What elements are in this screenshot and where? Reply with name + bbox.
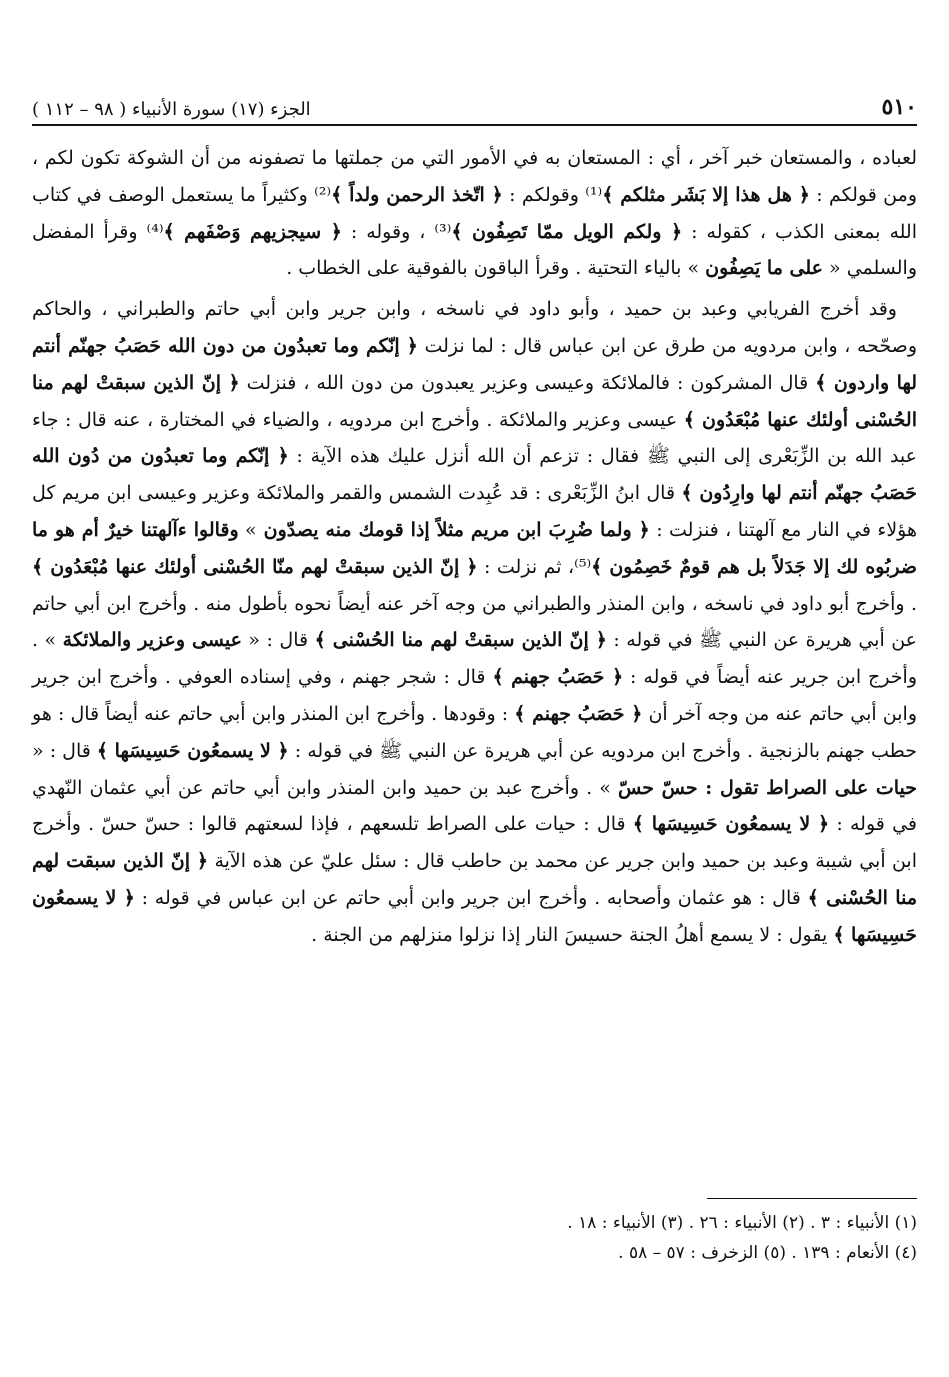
text-segment: قال المشركون : فالملائكة وعيسى وعزير يعبدون من دون الله ، فنزلت (239, 371, 816, 394)
text-segment: ⁽⁴⁾ وقرأ المفضل والسلمي « (32, 220, 917, 280)
quran-quote: ﴿ ولما ضُرِبَ ابن مريم مثلاً إذا قومك منه يصدّون (256, 518, 650, 541)
quran-quote: ﴿ إنّ الذين سبقتْ لهم منّا الحُسْنى أولئك عنها مُبْعَدُون ﴾ (32, 555, 478, 578)
page-header (32, 92, 917, 126)
quran-quote: ﴿ إنّ الذين سبقتْ لهم منا الحُسْنى ﴾ (314, 629, 607, 652)
text-segment: قال : شجر جهنم ، وفي إسناده العوفي . وأخرج ابن جرير وابن أبي حاتم عنه من وجه آخر أن (32, 666, 918, 725)
text-segment: . وأخرج أبو داود في ناسخه ، وابن المنذر والطبراني من وجه آخر عنه أيضاً نحوه بأطول منه . وأخرج ابن أبي حاتم عن أبي هريرة عن النبي ﷺ في قوله : (32, 592, 918, 652)
quran-quote: ﴿ لا يسمعُون حَسِيسَها ﴾ (32, 886, 917, 946)
text-segment: : وقودها . وأخرج ابن المنذر وابن أبي حاتم عنه أيضاً قال : هو حطب جهنم بالزنجية . وأخرج ابن مردويه عن أبي هريرة عن النبي ﷺ في قوله : (32, 702, 917, 762)
text-segment: وقد أخرج الفريابي وعبد بن حميد ، وأبو داود في ناسخه ، وابن جرير وابن أبي حاتم والطبراني ، والحاكم وصحّحه ، وابن مردويه من طرق عن ابن عباس قال : لما نزلت (32, 298, 917, 357)
text-segment: » بالياء التحتية . وقرأ الباقون بالفوقية على الخطاب . (286, 257, 706, 280)
quran-quote: ﴿ سيجزيهم وَصْفَهم ﴾ (163, 220, 342, 243)
footnotes (32, 1208, 917, 1268)
text-segment: ⁽¹⁾ وقولكم : (502, 183, 603, 206)
quran-quote: ﴿ هل هذا إلا بَشَر مثلكم ﴾ (602, 183, 810, 206)
footnote-line: (١) الأنبياء : ٣ . (٢) الأنبياء : ٢٦ . (٣) الأنبياء : ١٨ . (567, 1213, 917, 1233)
text-segment: ⁽³⁾ ، وقوله : (341, 220, 452, 243)
text-segment: قال : حيات على الصراط تلسعهم ، فإذا لسعتهم قالوا : حسّ حسّ . وأخرج ابن أبي شيبة وعبد بن حميد وابن جرير عن محمد بن حاطب قال : سئل عليّ عن هذه الآية (32, 813, 917, 873)
text-segment: » (238, 518, 257, 541)
text-segment: » . وأخرج عبد بن حميد وابن المنذر وابن أبي حاتم عن أبي عثمان النّهدي في قوله : (32, 776, 917, 836)
quran-quote: ﴿ إنّ الذين سبقتْ لهم منا الحُسْنى أولئك عنها مُبْعَدُون ﴾ (32, 371, 917, 431)
text-segment: » . وأخرج ابن جرير عنه أيضاً في قوله : (32, 629, 918, 689)
text-segment: ⁽²⁾ وكثيراً ما يستعمل الوصف في كتاب الله بمعنى الكذب ، كقوله : (32, 183, 917, 243)
quran-quote: ﴿ حَصَبُ جهنم ﴾ (492, 666, 624, 689)
quran-quote: ﴿ لا يسمعُون حَسِيسَها ﴾ (96, 739, 289, 762)
text-segment: لعباده ، والمستعان خبر آخر ، أي : المستعان به في الأمور التي من جملتها ما تصفونه من أن الشوكة تكون لكم ، ومن قولكم : (32, 147, 918, 206)
paragraph (32, 140, 917, 287)
text-segment: قال : هو عثمان وأصحابه . وأخرج ابن جرير وابن أبي حاتم عن ابن عباس في قوله : (134, 886, 808, 909)
quran-quote: عيسى وعزير والملائكة (62, 629, 242, 652)
text-segment: يقول : لا يسمع أهلُ الجنة حسيسَ النار إذا نزلوا منزلهم من الجنة . (311, 923, 834, 946)
quran-quote: ﴿ إنّكم وما تعبدُون من دون الله حَصَبُ جهنّم أنتم لها واردون ﴾ (32, 334, 917, 394)
running-title: الجزء (١٧) سورة الأنبياء ( ٩٨ – ١١٢ ) (32, 99, 311, 120)
quran-quote: ﴿ حَصَبُ جهنم ﴾ (514, 702, 643, 725)
page-number: ٥١٠ (881, 94, 917, 120)
main-text (32, 140, 917, 954)
quran-quote: على ما يَصِفُون (705, 257, 823, 280)
quran-quote: حيات على الصراط تقول : حسّ حسّ (617, 776, 918, 799)
text-segment: قال ابنُ الزِّبَعْرى : قد عُبِدت الشمس والقمر والملائكة وعزير وعيسى ابن مريم كل هؤلاء في النار مع آلهتنا ، فنزلت : (32, 482, 917, 541)
quran-quote: ﴿ لا يسمعُون حَسِيسَها ﴾ (632, 813, 830, 836)
text-segment: عيسى وعزير والملائكة . وأخرج ابن مردويه ، والضياء في المختارة ، عنه قال : جاء عبد الله بن الزِّبَعْرى إلى النبي ﷺ فقال : تزعم أن الله أنزل عليك هذه الآية : (32, 408, 917, 468)
footnote-line: (٤) الأنعام : ١٣٩ . (٥) الزخرف : ٥٧ – ٥٨ . (618, 1243, 917, 1263)
text-segment: ⁽⁵⁾، ثم نزلت : (477, 555, 592, 578)
quran-quote: ﴿ ولكم الويل ممّا تَصِفُون ﴾ (451, 220, 683, 243)
quran-quote: وقالوا ءآلهتنا خيرٌ أم هو ما ضربُوه لك إلا جَدَلاً بل هم قومٌ خَصِمُون ﴾ (32, 518, 917, 578)
quran-quote: ﴿ اتّخذ الرحمن ولداً ﴾ (331, 183, 503, 206)
footnote-divider (707, 1198, 917, 1199)
text-segment: قال : « (32, 739, 97, 762)
quran-quote: ﴿ إنّ الذين سبقت لهم منا الحُسْنى ﴾ (32, 850, 917, 909)
paragraph (32, 291, 917, 953)
text-segment: قال : « (241, 629, 315, 652)
quran-quote: ﴿ إنّكم وما تعبدُون من دُون الله حَصَبُ جهنّم أنتم لها وارِدُون ﴾ (32, 445, 917, 505)
